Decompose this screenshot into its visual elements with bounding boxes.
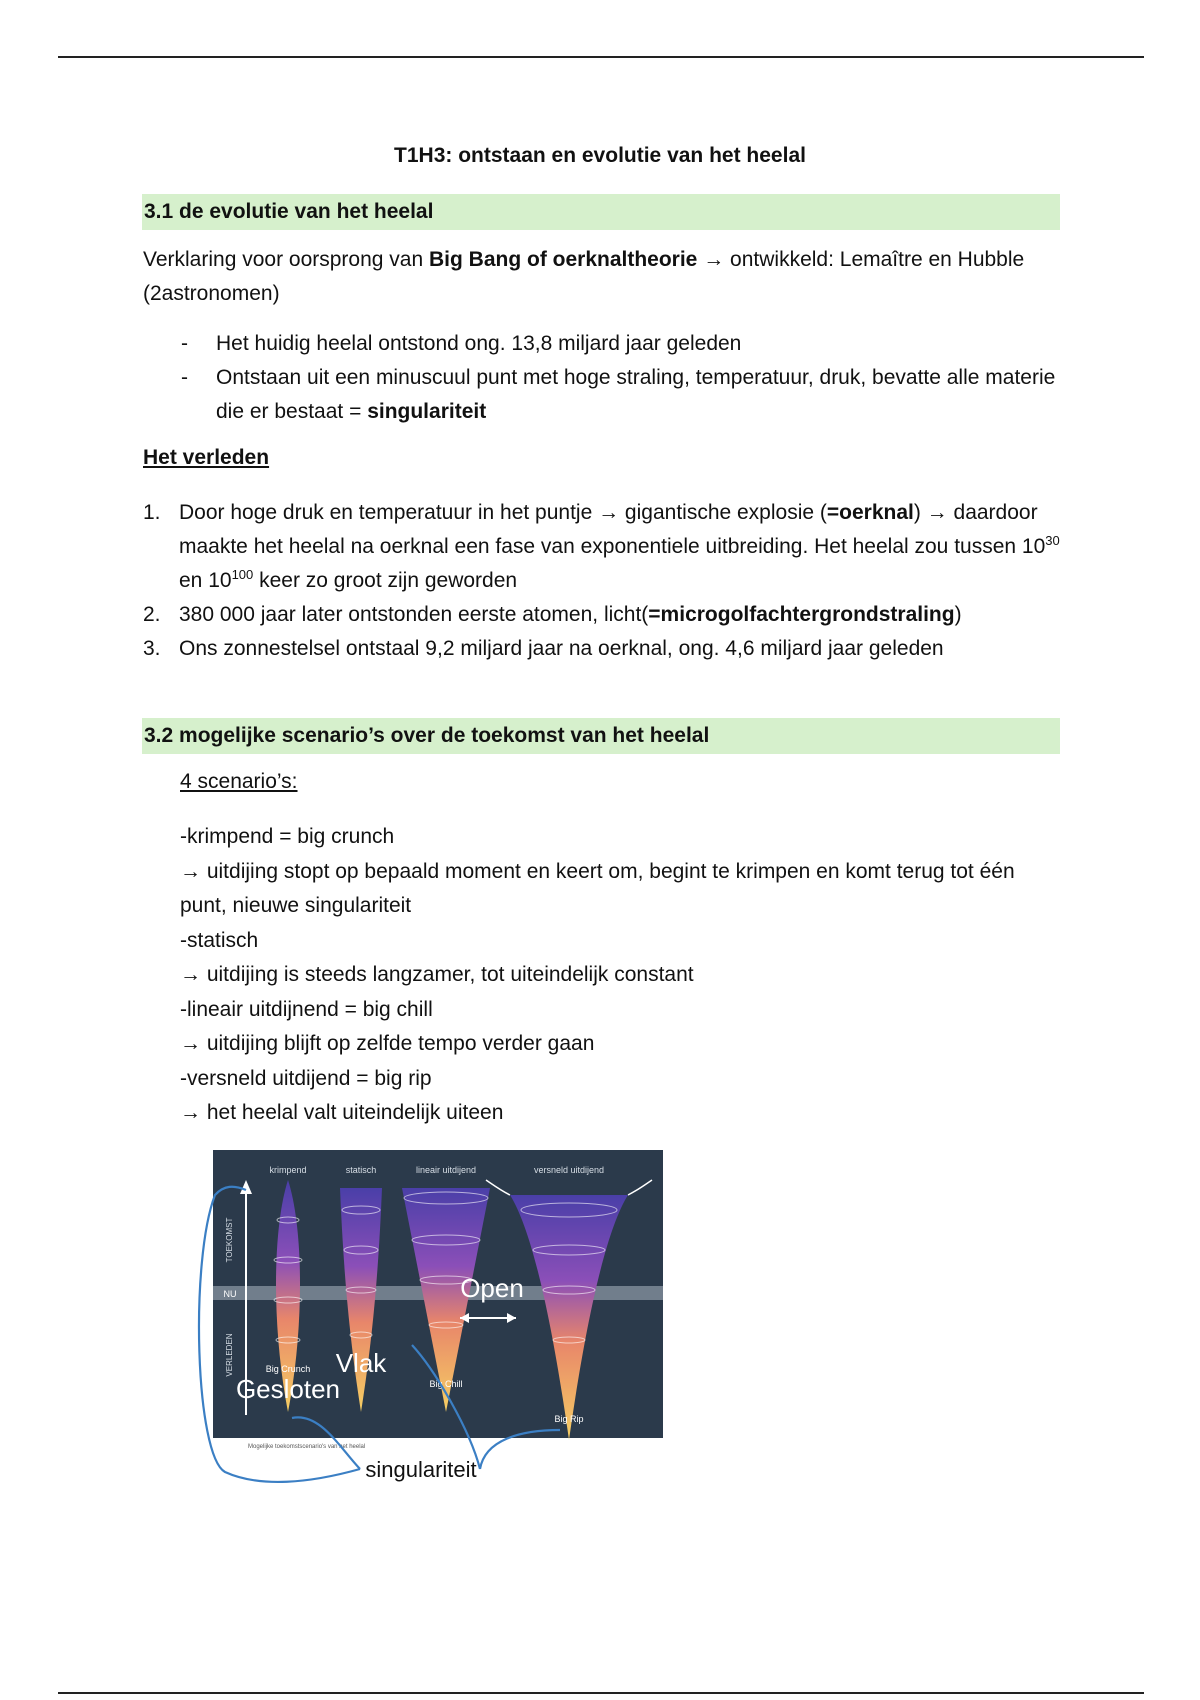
axis-label-verleden: VERLEDEN: [225, 1333, 234, 1377]
axis-label-nu: NU: [223, 1289, 237, 1299]
section-heading-3-1: 3.1 de evolutie van het heelal: [142, 194, 1060, 230]
list-item: 2. 380 000 jaar later ontstonden eerste atomen, licht(=microgolfachtergrondstraling): [143, 603, 962, 626]
figure-caption: Mogelijke toekomstscenario's van het heelal: [248, 1444, 366, 1450]
list-item: → het heelal valt uiteindelijk uiteen: [180, 1101, 504, 1124]
universe-scenarios-figure: [180, 1150, 700, 1505]
top-label-krimpend: krimpend: [269, 1165, 307, 1175]
list-item: -versneld uitdijend = big rip: [180, 1066, 432, 1090]
section-heading-3-2: 3.2 mogelijke scenario’s over de toekomst van het heelal: [142, 718, 1060, 754]
top-label-lineair: lineair uitdijend: [415, 1165, 477, 1175]
label-big-rip: Big Rip: [554, 1414, 584, 1424]
bullet-list: [143, 327, 1063, 429]
numbered-list: [143, 496, 1063, 666]
label-singulariteit: singulariteit: [365, 1457, 477, 1482]
label-gesloten: Gesloten: [235, 1374, 341, 1404]
scenario-list: [180, 820, 1060, 1131]
list-item: - Het huidig heelal ontstond ong. 13,8 miljard jaar geleden: [181, 332, 742, 355]
list-item: 1. Door hoge druk en temperatuur in het puntje → gigantische explosie (=oerknal) → daardoor maakte het heelal na oerknal een fase van exponentiele uitbreiding. Het heelal zou tussen $10^{30}$ en $10^{100}$ keer zo groot zijn geworden: [143, 501, 1060, 592]
list-item: -statisch: [180, 928, 259, 952]
label-big-chill: Big Chill: [429, 1379, 463, 1389]
label-open: Open: [460, 1273, 524, 1303]
page-title: T1H3: ontstaan en evolutie van het heelal: [394, 144, 806, 167]
bottom-rule: [58, 1692, 1144, 1694]
list-item: - Ontstaan uit een minuscuul punt met hoge straling, temperatuur, druk, bevatte alle materie die er bestaat = singulariteit: [181, 366, 1056, 423]
top-label-statisch: statisch: [345, 1165, 377, 1175]
list-item: → uitdijing stopt op bepaald moment en keert om, begint te krimpen en komt terug tot één punt, nieuwe singulariteit: [180, 859, 1015, 917]
list-item: → uitdijing is steeds langzamer, tot uiteindelijk constant: [180, 963, 694, 986]
subheading-het-verleden: Het verleden: [143, 446, 270, 469]
axis-label-toekomst: TOEKOMST: [225, 1217, 234, 1263]
top-label-versneld: versneld uitdijend: [533, 1165, 605, 1175]
list-item: -krimpend = big crunch: [180, 825, 395, 848]
list-item: 3. Ons zonnestelsel ontstaal 9,2 miljard jaar na oerknal, ong. 4,6 miljard jaar geleden: [143, 637, 944, 660]
intro-paragraph: Verklaring voor oorsprong van Big Bang of oerknaltheorie → ontwikkeld: Lemaître en Hubble (2astronomen): [143, 248, 1025, 305]
list-item: → uitdijing blijft op zelfde tempo verder gaan: [180, 1032, 595, 1055]
top-rule: [58, 56, 1144, 58]
list-item: -lineair uitdijnend = big chill: [180, 997, 433, 1021]
label-vlak: Vlak: [335, 1348, 387, 1378]
label-big-crunch: Big Crunch: [265, 1364, 311, 1374]
scenarios-label: 4 scenario’s:: [180, 770, 298, 793]
